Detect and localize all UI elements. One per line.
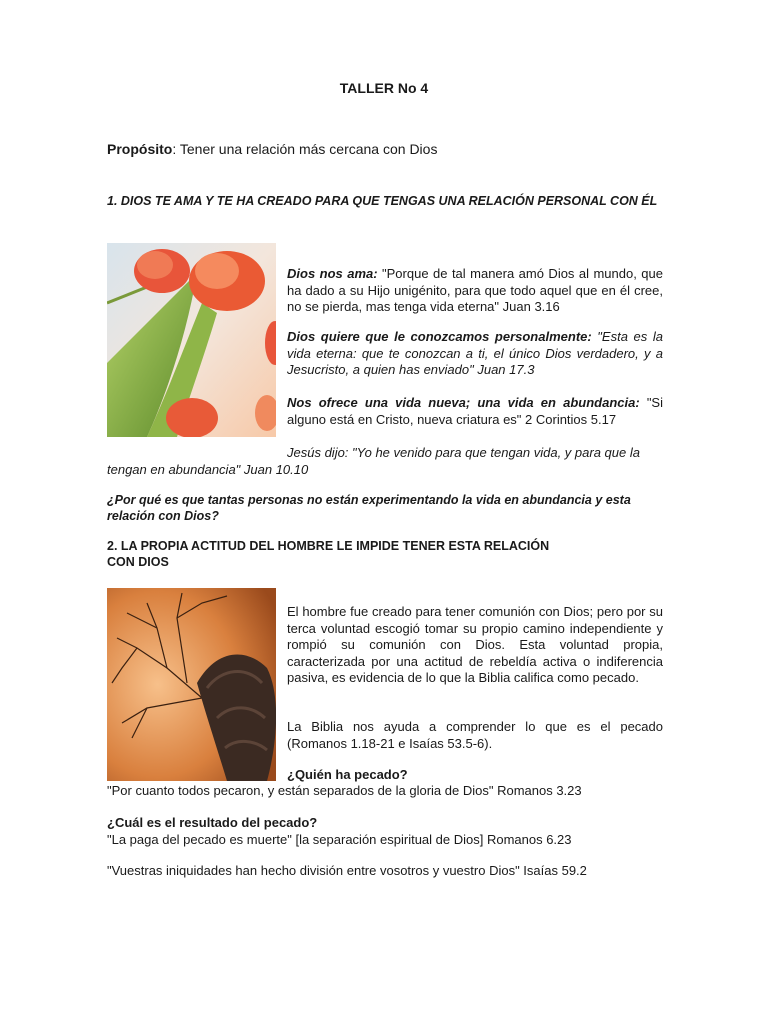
question-result-sin: ¿Cuál es el resultado del pecado? [107,815,318,830]
question-who-sinned: ¿Quién ha pecado? [287,767,408,782]
section2-heading [107,538,677,570]
text-new-life: "Si alguno está en Cristo, nueva criatura es" 2 Corintios 5.17 [287,395,663,427]
quote-jesus: Jesús dijo: "Yo he venido para que tengan vida, y para que la tengan en abundancia" Juan 10.10 [107,445,640,477]
paragraph-new-life [287,395,663,428]
answer-iniquities: "Vuestras iniquidades han hecho división entre vosotros y vuestro Dios" Isaías 59.2 [107,863,587,878]
paragraph-bible-sin: La Biblia nos ayuda a comprender lo que es el pecado (Romanos 1.18-21 e Isaías 53.5-6). [287,719,663,751]
purpose-line [107,141,437,157]
section1-heading: 1. DIOS TE AMA Y TE HA CREADO PARA QUE TENGAS UNA RELACIÓN PERSONAL CON ÉL [107,194,658,208]
section2-heading-line2: CON DIOS [107,555,169,569]
paragraph-know-god [287,329,663,379]
section2-heading-line1: 2. LA PROPIA ACTITUD DEL HOMBRE LE IMPIDE TENER ESTA RELACIÓN [107,539,550,553]
paragraph-god-loves [287,266,663,316]
label-know-god: Dios quiere que le conozcamos personalmente: [287,329,592,344]
purpose-text: : Tener una relación más cercana con Dios [172,141,438,157]
label-new-life: Nos ofrece una vida nueva; una vida en abundancia: [287,395,640,410]
tree-image [107,588,276,781]
answer-who-sinned: "Por cuanto todos pecaron, y están separados de la gloria de Dios" Romanos 3.23 [107,783,582,798]
paragraph-man-created: El hombre fue creado para tener comunión con Dios; pero por su terca voluntad escogió tomar su propio camino independiente y rompió su comunión con Dios. Esta voluntad propia, caracterizada por una actitud de rebeldía activa o indiferencia pasiva, es evidencia de lo que la Biblia califica como pecado. [287,604,663,685]
answer-result-sin: "La paga del pecado es muerte" [la separación espiritual de Dios] Romanos 6.23 [107,832,572,847]
tulips-image [107,243,276,437]
document-title: TALLER No 4 [339,80,429,96]
question-abundance: ¿Por qué es que tantas personas no están experimentando la vida en abundancia y esta relación con Dios? [107,493,631,523]
purpose-label: Propósito [107,141,173,157]
text-know-god: "Esta es la vida eterna: que te conozcan a ti, el único Dios verdadero, y a Jesucristo, a quien has enviado" Juan 17.3 [287,329,663,377]
text-god-loves: "Porque de tal manera amó Dios al mundo, que ha dado a su Hijo unigénito, para que todo aquel que en él cree, no se pierda, mas tenga vida eterna" Juan 3.16 [287,266,663,314]
label-god-loves: Dios nos ama: [287,266,378,281]
